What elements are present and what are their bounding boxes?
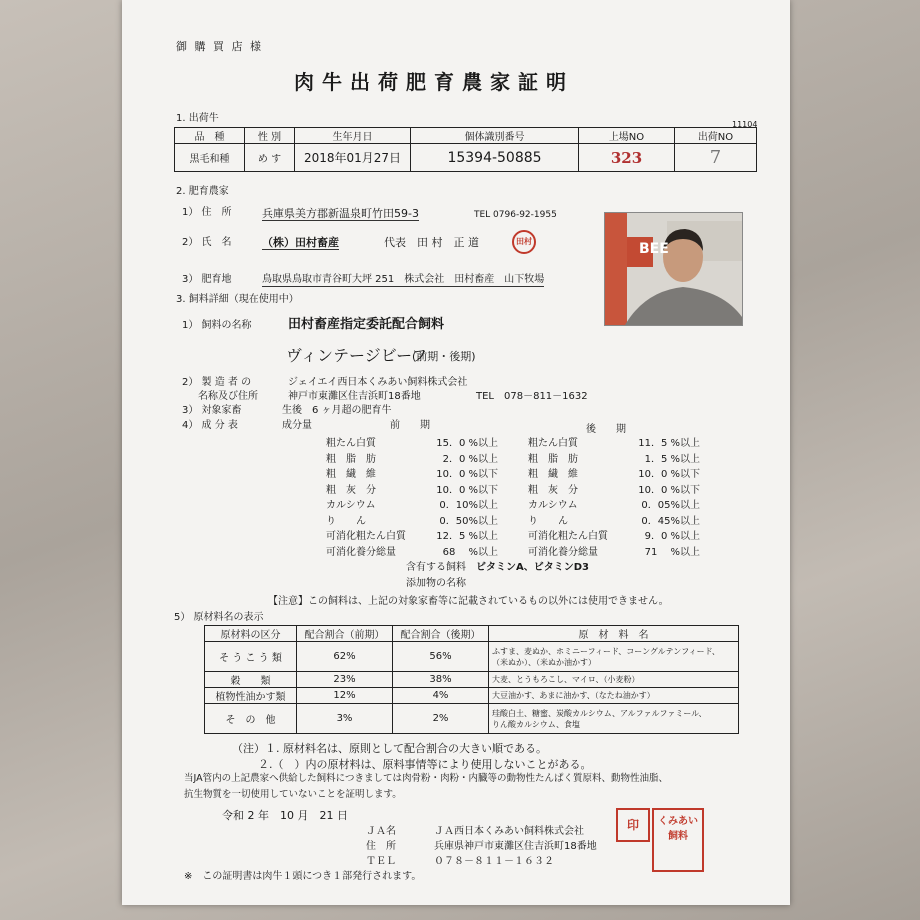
component-value-late: 71 %以上 <box>644 546 700 558</box>
early-period-heading: 前 期 <box>390 420 430 431</box>
ing-th-category: 原材料の区分 <box>205 626 297 642</box>
ja-label: ＪＡ名 <box>366 826 396 837</box>
certification-line-1: 当JA管内の上記農家へ供給した飼料につきましては肉骨粉・肉粉・内臓等の動物性たんぱく質原料、動物性油脂、 <box>184 773 668 784</box>
birth-value: 2018年01月27日 <box>295 144 411 172</box>
section1-heading: 1. 出荷牛 <box>176 113 219 124</box>
doc-code: 11104 <box>732 120 758 129</box>
table-row <box>205 704 739 734</box>
ja-name: ＪＡ西日本くみあい飼料株式会社 <box>434 826 584 837</box>
composition-unit: 成分量 <box>282 420 312 431</box>
late-period-heading: 後 期 <box>586 424 626 435</box>
component-name-late: 粗 脂 肪 <box>528 453 578 465</box>
ing-late: 38% <box>393 672 489 688</box>
ing-th-early: 配合割合（前期） <box>297 626 393 642</box>
component-value-early: 0．10%以上 <box>439 500 498 511</box>
maker-tel: TEL 078－811－1632 <box>476 391 588 402</box>
footer-note: ※ この証明書は肉牛１頭につき１部発行されます。 <box>184 871 422 882</box>
page-title: 肉牛出荷肥育農家証明 <box>294 70 574 94</box>
component-value-late: 0．45%以上 <box>641 515 700 527</box>
company-seal: くみあい飼料 <box>652 808 704 872</box>
component-value-late: 1．5 %以上 <box>644 453 700 465</box>
table-row <box>205 688 739 704</box>
farm-representative: 代表 田 村 正 道 <box>384 236 479 249</box>
ing-list-2: （米ぬか）、（米ぬか油かす） <box>492 657 596 667</box>
additives: ビタミンA、ビタミンD3 <box>476 562 589 573</box>
component-name-early: 粗 灰 分 <box>326 484 376 496</box>
ing-late: 4% <box>393 688 489 704</box>
ing-early: 12% <box>297 688 393 704</box>
breed-value: 黒毛和種 <box>175 144 245 172</box>
address-label-cert: 住 所 <box>366 841 396 852</box>
additive-label: 含有する飼料 <box>406 562 466 573</box>
sex-value: め す <box>245 144 295 172</box>
ingredient-note-1: （注）１. 原材料名は、原則として配合割合の大きい順である。 <box>232 742 547 755</box>
farm-company: （株）田村畜産 <box>262 236 339 249</box>
component-name-late: 粗 繊 維 <box>528 469 578 480</box>
component-value-late: 10．0 %以下 <box>638 484 700 496</box>
target-animal: 生後 6 ヶ月超の肥育牛 <box>282 405 392 416</box>
maker-label: 2） 製 造 者 の <box>182 377 252 388</box>
ing-list: 珪酸白土、糖蜜、炭酸カルシウム、アルファルファミール、 <box>492 708 707 718</box>
component-value-early: 2．0 %以上 <box>442 453 498 465</box>
photo-banner-text: BEE <box>639 241 669 257</box>
target-label: 3） 対象家畜 <box>182 405 242 416</box>
component-value-late: 0．05%以上 <box>641 500 700 511</box>
component-name-early: 粗 繊 維 <box>326 469 376 480</box>
component-name-late: 可消化粗たん白質 <box>528 531 608 542</box>
component-value-late: 9．0 %以上 <box>644 531 700 542</box>
th-listing-no: 上場NO <box>579 128 675 144</box>
component-value-early: 10．0 %以下 <box>436 484 498 496</box>
component-name-early: 粗 脂 肪 <box>326 453 376 465</box>
ship-no-value: 7 <box>675 144 757 172</box>
cattle-table <box>174 127 757 172</box>
ing-late: 56% <box>393 642 489 672</box>
ingredients-table <box>204 625 739 734</box>
id-value: 15394-50885 <box>411 144 579 172</box>
ing-th-late: 配合割合（後期） <box>393 626 489 642</box>
th-sex: 性 別 <box>245 128 295 144</box>
component-value-early: 0．50%以上 <box>439 515 498 527</box>
component-name-late: 可消化養分総量 <box>528 546 598 558</box>
feed-name-label: 1） 飼料の名称 <box>182 320 252 331</box>
farm-tel: TEL 0796-92-1955 <box>474 210 557 220</box>
component-name-late: 粗たん白質 <box>528 438 578 449</box>
tel-label-cert: ＴＥＬ <box>366 856 396 867</box>
th-ship-no: 出荷NO <box>675 128 757 144</box>
certification-line-2: 抗生物質を一切使用していないことを証明します。 <box>184 789 402 800</box>
ingredient-note-2: ２.（ ）内の原材料は、原料事情等により使用しないことがある。 <box>258 758 592 771</box>
ing-list: 大豆油かす、あまに油かす、（なたね油かす） <box>492 691 655 700</box>
ing-early: 3% <box>297 704 393 734</box>
component-name-late: 粗 灰 分 <box>528 484 578 496</box>
component-name-early: 可消化養分総量 <box>326 546 396 558</box>
ing-category: そ の 他 <box>205 704 297 734</box>
personal-seal: 田村 <box>512 230 536 254</box>
component-name-early: 可消化粗たん白質 <box>326 531 406 542</box>
maker-address: 神戸市東灘区住吉浜町18番地 <box>288 391 421 402</box>
component-value-early: 68 %以上 <box>442 546 498 558</box>
address-label: 1） 住 所 <box>182 207 232 218</box>
fattening-site: 鳥取県鳥取市青谷町大坪 251 株式会社 田村畜産 山下牧場 <box>262 274 545 285</box>
component-name-late: り ん <box>528 515 568 527</box>
additive-label-2: 添加物の名称 <box>406 578 466 589</box>
ing-late: 2% <box>393 704 489 734</box>
ing-category: 穀 類 <box>205 672 297 688</box>
ja-tel: ０７８－８１１－１６３２ <box>434 856 554 867</box>
ing-list: 大麦、とうもろこし、マイロ、（小麦粉） <box>492 675 640 684</box>
component-value-late: 11．5 %以上 <box>638 438 700 449</box>
ing-th-ingredients: 原 材 料 名 <box>489 626 739 642</box>
composition-label: 4） 成 分 表 <box>182 420 238 431</box>
table-row <box>205 672 739 688</box>
section2-heading: 2. 肥育農家 <box>176 186 229 197</box>
ing-category: そ う こ う 類 <box>205 642 297 672</box>
ing-category: 植物性油かす類 <box>205 688 297 704</box>
th-breed: 品 種 <box>175 128 245 144</box>
component-name-late: カルシウム <box>528 500 578 511</box>
ing-early: 23% <box>297 672 393 688</box>
component-name-early: り ん <box>326 515 366 527</box>
farm-address: 兵庫県美方郡新温泉町竹田59-3 <box>262 207 419 220</box>
maker-label-2: 名称及び住所 <box>198 391 258 402</box>
farmer-photo-illustration <box>605 213 742 325</box>
table-row <box>205 642 739 672</box>
component-name-early: カルシウム <box>326 500 376 511</box>
component-value-early: 15．0 %以上 <box>436 438 498 449</box>
certification-date: 令和 2 年 10 月 21 日 <box>222 809 348 822</box>
th-birth: 生年月日 <box>295 128 411 144</box>
component-name-early: 粗たん白質 <box>326 438 376 449</box>
section5-heading: 5） 原材料名の表示 <box>174 612 264 623</box>
ja-address: 兵庫県神戸市東灘区住吉浜町18番地 <box>434 841 597 852</box>
section3-heading: 3. 飼料詳細（現在使用中） <box>176 294 299 305</box>
site-label: 3） 肥育地 <box>182 274 232 285</box>
product-name: ヴィンテージビーフ <box>286 346 428 365</box>
feed-name: 田村畜産指定委託配合飼料 <box>288 317 445 332</box>
ing-list-2: りん酸カルシウム、食塩 <box>492 719 580 729</box>
farmer-photo <box>604 212 743 326</box>
th-id: 個体識別番号 <box>411 128 579 144</box>
listing-no-value: 323 <box>579 144 675 172</box>
component-value-early: 10．0 %以下 <box>436 469 498 480</box>
certificate-paper <box>122 0 790 905</box>
usage-notice: 【注意】この飼料は、上記の対象家畜等に記載されているもの以外には使用できません。 <box>268 596 669 607</box>
component-value-early: 12．5 %以上 <box>436 531 498 542</box>
recipient: 御 購 買 店 様 <box>176 40 263 53</box>
name-label: 2） 氏 名 <box>182 237 232 248</box>
product-period: (前期・後期) <box>412 350 476 363</box>
small-company-seal: 印 <box>616 808 650 842</box>
ing-list: ふすま、麦ぬか、ホミニーフィード、コーングルテンフィード、 <box>492 646 720 656</box>
component-value-late: 10．0 %以下 <box>638 469 700 480</box>
maker-name: ジェイエイ西日本くみあい飼料株式会社 <box>288 377 468 388</box>
ing-early: 62% <box>297 642 393 672</box>
